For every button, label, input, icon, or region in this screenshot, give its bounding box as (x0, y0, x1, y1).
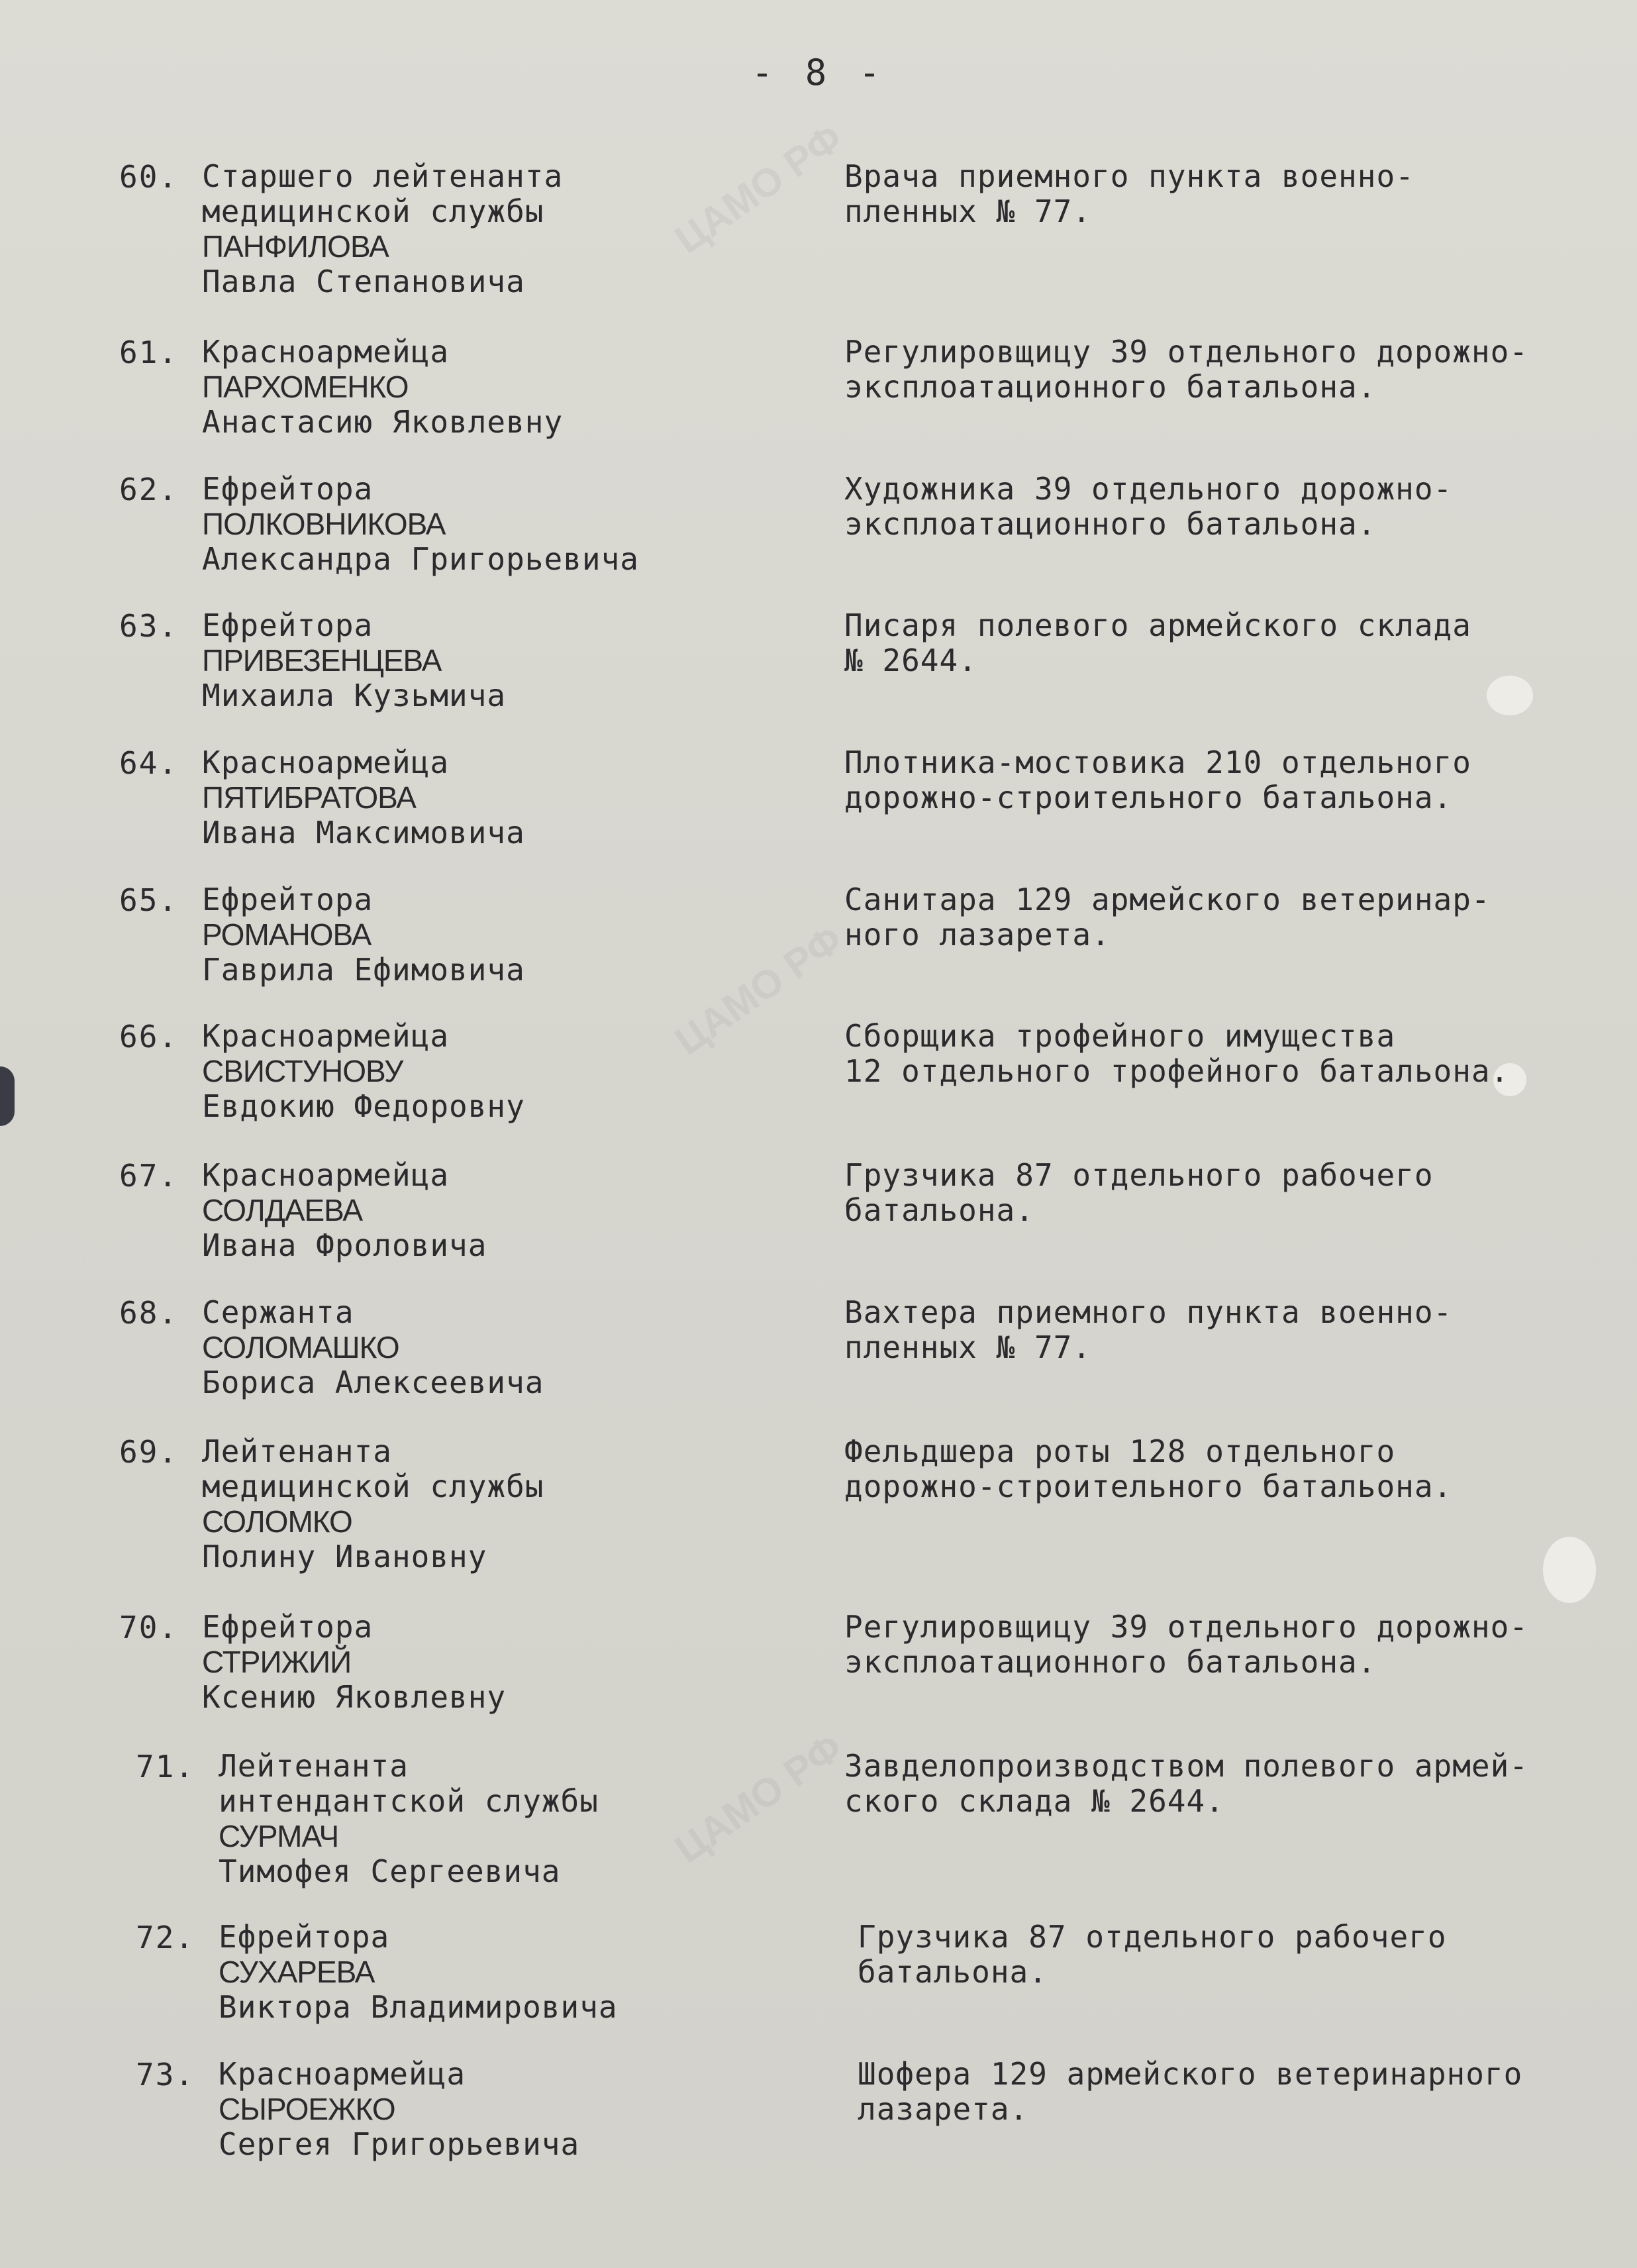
position-line: эксплоатационного батальона. (844, 369, 1377, 405)
person-line: Бориса Алексеевича (202, 1365, 544, 1400)
position-line: Вахтера приемного пункта военно- (844, 1294, 1453, 1330)
position-description (844, 1749, 1606, 1819)
person-line: РОМАНОВА (202, 917, 372, 952)
person-line: Красноармейца (202, 1157, 450, 1193)
person-line: Старшего лейтенанта (202, 158, 564, 194)
entry-number: 72. (136, 1920, 195, 1955)
person-line: Ивана Фроловича (202, 1227, 487, 1263)
page-number: - 8 - (751, 52, 886, 93)
person-name (202, 335, 798, 440)
entry-number: 73. (136, 2057, 195, 2092)
person-name (202, 882, 798, 988)
person-line: ПОЛКОВНИКОВА (202, 507, 446, 541)
position-description (844, 1434, 1606, 1504)
entry-number: 68. (119, 1295, 179, 1331)
person-name (202, 1158, 798, 1263)
position-line: эксплоатационного батальона. (844, 506, 1377, 542)
position-description (844, 608, 1606, 678)
position-line: батальона. (858, 1954, 1048, 1990)
person-name (202, 159, 798, 299)
person-line: Красноармейца (202, 1018, 450, 1054)
person-name (202, 608, 798, 713)
person-line: Ефрейтора (202, 471, 373, 507)
person-line: СОЛОМКО (202, 1504, 352, 1539)
position-line: пленных № 77. (844, 193, 1092, 229)
person-line: Лейтенанта (219, 1748, 409, 1784)
person-line: СТРИЖИЙ (202, 1645, 352, 1679)
person-name (202, 1434, 798, 1574)
person-line: Лейтенанта (202, 1433, 392, 1469)
punch-hole (0, 1066, 15, 1126)
entry-number: 67. (119, 1158, 179, 1194)
position-line: Шофера 129 армейского ветеринарного (858, 2056, 1523, 2092)
entry-number: 65. (119, 882, 179, 918)
person-line: ПЯТИБРАТОВА (202, 780, 416, 815)
person-name (219, 1920, 815, 2025)
watermark: ЦАМО РФ (667, 916, 850, 1064)
position-line: Сборщика трофейного имущества (844, 1018, 1396, 1054)
entry-number: 66. (119, 1019, 179, 1055)
position-line: Грузчика 87 отдельного рабочего (844, 1157, 1434, 1193)
person-line: Анастасию Яковлевну (202, 404, 564, 440)
person-line: Ефрейтора (202, 1609, 373, 1645)
position-line: Санитара 129 армейского ветеринар- (844, 882, 1491, 917)
entry-number: 71. (136, 1749, 195, 1784)
person-line: СУРМАЧ (219, 1819, 339, 1853)
person-name (202, 1019, 798, 1124)
person-name (202, 1295, 798, 1400)
person-line: медицинской службы (202, 193, 544, 229)
position-line: ского склада № 2644. (844, 1783, 1224, 1819)
person-name (219, 2057, 815, 2162)
watermark: ЦАМО РФ (667, 1724, 850, 1872)
person-line: СОЛДАЕВА (202, 1193, 363, 1227)
paper-damage-mark (1543, 1537, 1596, 1603)
position-description (844, 1610, 1606, 1680)
person-line: СВИСТУНОВУ (202, 1054, 403, 1088)
person-line: Михаила Кузьмича (202, 678, 507, 713)
position-line: батальона. (844, 1192, 1034, 1228)
entry-number: 63. (119, 608, 179, 644)
position-line: Регулировщицу 39 отдельного дорожно- (844, 1609, 1528, 1645)
position-line: эксплоатационного батальона. (844, 1644, 1377, 1680)
person-line: Сержанта (202, 1294, 354, 1330)
person-line: Евдокию Федоровну (202, 1088, 525, 1124)
position-line: Завделопроизводством полевого армей- (844, 1748, 1528, 1784)
person-line: Ефрейтора (202, 882, 373, 917)
person-line: ПРИВЕЗЕНЦЕВА (202, 643, 442, 678)
position-description (844, 1158, 1606, 1228)
paper-damage-mark (1487, 676, 1533, 715)
person-line: Тимофея Сергеевича (219, 1853, 561, 1889)
person-line: интендантской службы (219, 1783, 599, 1819)
position-line: дорожно-строительного батальона. (844, 780, 1453, 815)
position-description (844, 472, 1606, 542)
position-line: Плотника-мостовика 210 отдельного (844, 745, 1471, 780)
entry-number: 64. (119, 745, 179, 781)
position-line: дорожно-строительного батальона. (844, 1469, 1453, 1504)
person-name (219, 1749, 815, 1889)
position-line: пленных № 77. (844, 1329, 1092, 1365)
position-description (844, 159, 1606, 229)
person-line: Александра Григорьевича (202, 541, 639, 577)
position-line: 12 отдельного трофейного батальона. (844, 1053, 1510, 1089)
person-line: медицинской службы (202, 1469, 544, 1504)
position-description (844, 1019, 1606, 1089)
person-line: ПАНФИЛОВА (202, 229, 389, 264)
watermark: ЦАМО РФ (667, 115, 850, 262)
entry-number: 70. (119, 1610, 179, 1645)
position-description (844, 1295, 1606, 1365)
position-line: Регулировщицу 39 отдельного дорожно- (844, 334, 1528, 370)
entry-number: 62. (119, 472, 179, 507)
person-name (202, 1610, 798, 1715)
position-line: ного лазарета. (844, 917, 1111, 953)
position-line: Грузчика 87 отдельного рабочего (858, 1919, 1447, 1955)
person-line: Ефрейтора (219, 1919, 390, 1955)
person-name (202, 472, 798, 577)
person-line: Ефрейтора (202, 607, 373, 643)
position-line: Фельдшера роты 128 отдельного (844, 1433, 1396, 1469)
person-line: СУХАРЕВА (219, 1955, 375, 1989)
person-line: Красноармейца (219, 2056, 466, 2092)
person-line: Красноармейца (202, 745, 450, 780)
person-line: Сергея Григорьевича (219, 2126, 580, 2162)
person-line: ПАРХОМЕНКО (202, 370, 409, 404)
person-line: СЫРОЕЖКО (219, 2092, 395, 2126)
entry-number: 69. (119, 1434, 179, 1470)
person-line: Павла Степановича (202, 264, 525, 299)
entry-number: 60. (119, 159, 179, 195)
person-line: Красноармейца (202, 334, 450, 370)
person-line: Ксению Яковлевну (202, 1679, 507, 1715)
entry-number: 61. (119, 335, 179, 370)
position-line: Писаря полевого армейского склада (844, 607, 1471, 643)
position-description (858, 2057, 1619, 2127)
person-line: Виктора Владимировича (219, 1989, 618, 2025)
person-line: СОЛОМАШКО (202, 1330, 399, 1365)
position-line: Врача приемного пункта военно- (844, 158, 1414, 194)
position-line: лазарета. (858, 2091, 1029, 2127)
position-description (858, 1920, 1619, 1990)
person-line: Ивана Максимовича (202, 815, 525, 850)
position-description (844, 882, 1606, 953)
position-line: Художника 39 отдельного дорожно- (844, 471, 1453, 507)
position-description (844, 335, 1606, 405)
person-line: Гаврила Ефимовича (202, 952, 525, 988)
position-description (844, 745, 1606, 815)
person-line: Полину Ивановну (202, 1539, 487, 1574)
person-name (202, 745, 798, 850)
position-line: № 2644. (844, 643, 977, 678)
